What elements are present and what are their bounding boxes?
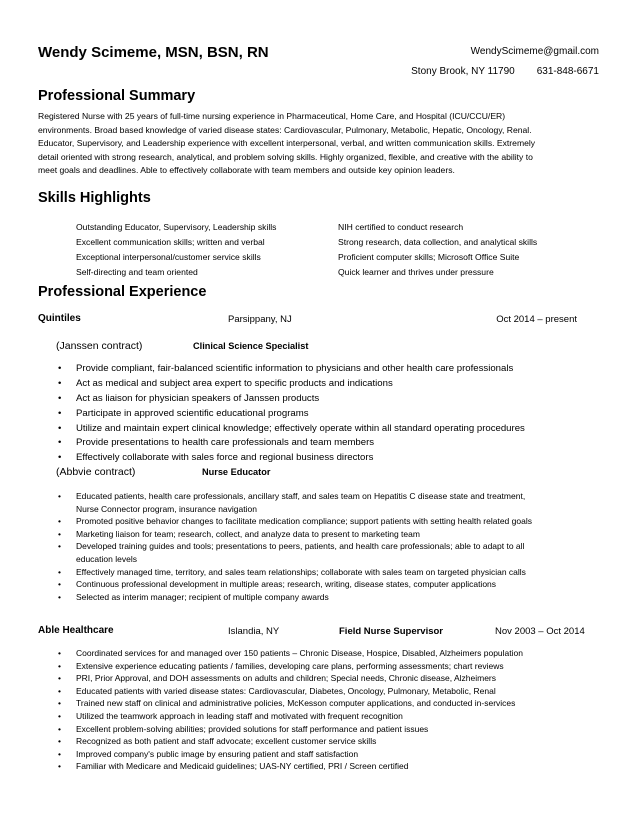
skills-row [76, 220, 596, 235]
list-item: • Provide presentations to health care professionals and team members [76, 436, 525, 451]
list-item: • Utilize and maintain expert clinical knowledge; effectively operate within all standard operating procedures [76, 422, 525, 437]
email-address: WendyScimeme@gmail.com [470, 46, 599, 57]
list-item: • Recognized as both patient and staff advocate; excellent customer service skills [58, 736, 377, 747]
bullet-icon: • [58, 491, 61, 501]
bullet-icon: • [58, 392, 62, 404]
job-title: Clinical Science Specialist [193, 341, 309, 351]
candidate-name: Wendy Scimeme, MSN, BSN, RN [38, 44, 269, 61]
janssen-duties-list [58, 362, 525, 466]
list-item: • Educated patients, health care professionals, ancillary staff, and sales team on Hepatitis C disease state and treatment, Nurse Connector program, insurance navigation [58, 491, 526, 514]
bullet-icon: • [58, 761, 61, 772]
skill-item: Exceptional interpersonal/customer service skills [76, 252, 261, 262]
list-item: • Familiar with Medicare and Medicaid guidelines; UAS-NY certified, PRI / Screen certified [58, 761, 409, 772]
bullet-icon: • [58, 437, 62, 449]
summary-heading: Professional Summary [38, 88, 196, 104]
list-item: • Continuous professional development in multiple areas; research, writing, disease states, computer applications [58, 579, 497, 590]
list-item: • Educated patients with varied disease states: Cardiovascular, Diabetes, Oncology, Pulmonary, Metabolic, Renal [58, 685, 496, 696]
bullet-icon: • [58, 591, 61, 602]
bullet-icon: • [58, 516, 61, 527]
list-item: • Participate in approved scientific educational programs [76, 407, 525, 422]
bullet-icon: • [58, 566, 61, 577]
bullet-icon: • [58, 723, 61, 734]
bullet-icon: • [58, 452, 62, 464]
bullet-icon: • [58, 541, 61, 552]
bullet-icon: • [58, 407, 62, 419]
skills-row [76, 250, 596, 265]
bullet-icon: • [58, 660, 61, 671]
bullet-icon: • [58, 528, 61, 539]
list-item: • Selected as interim manager; recipient of multiple company awards [58, 591, 329, 602]
job-title: Field Nurse Supervisor [339, 626, 444, 637]
able-duties-list [58, 647, 523, 773]
skills-row [76, 235, 596, 250]
contract-label: (Janssen contract) [56, 340, 143, 352]
list-item: • Effectively managed time, territory, and sales team relationships; collaborate with sales team on targeted physician calls [58, 566, 526, 577]
bullet-icon: • [58, 579, 61, 590]
company-location: Islandia, NY [228, 626, 280, 637]
job-title: Nurse Educator [202, 467, 271, 477]
bullet-icon: • [58, 685, 61, 696]
list-item: • Act as liaison for physician speakers of Janssen products [76, 392, 525, 407]
skill-item: Quick learner and thrives under pressure [338, 267, 494, 277]
bullet-icon: • [58, 698, 61, 709]
skill-item: Proficient computer skills; Microsoft Office Suite [338, 252, 520, 262]
list-item: • Excellent problem-solving abilities; provided solutions for staff performance and patient issues [58, 723, 429, 734]
list-item: • Developed training guides and tools; presentations to peers, patients, and health care professionals; able to adapt to all education levels [58, 541, 525, 564]
skill-item: Outstanding Educator, Supervisory, Leadership skills [76, 222, 277, 232]
bullet-icon: • [58, 422, 62, 434]
list-item: • Improved company's public image by ensuring patient and staff satisfaction [58, 748, 359, 759]
skill-item: Strong research, data collection, and analytical skills [338, 237, 538, 247]
employment-dates: Nov 2003 – Oct 2014 [495, 626, 585, 637]
summary-line: environments. Broad based knowledge of varied disease states: Cardiovascular, Pulmonary, Metabolic, Hepatic, Oncology, Renal. [38, 124, 532, 135]
list-item: • Coordinated services for and managed over 150 patients – Chronic Disease, Hospice, Disabled, Alzheimers population [58, 648, 523, 658]
list-item: • Extensive experience educating patients / families, developing care plans, performing assessments; chart reviews [58, 660, 504, 671]
summary-line: Registered Nurse with 25 years of full-time nursing experience in Pharmaceutical, Home Care, and Hospital (ICU/CCU/ER) [38, 111, 506, 121]
phone-number: 631-848-6671 [536, 66, 599, 77]
list-item: • PRI, Prior Approval, and DOH assessments on adults and children; Special needs, Chronic disease, Alzheimers [58, 673, 497, 684]
bullet-icon: • [58, 710, 61, 721]
summary-paragraph [38, 110, 598, 178]
location: Stony Brook, NY 11790 [411, 66, 515, 77]
summary-line: detail oriented with strong research, analytical, and problem solving skills. Highly organized, flexible, and creative with the ability to [38, 151, 533, 162]
bullet-icon: • [58, 377, 62, 389]
employment-dates: Oct 2014 – present [496, 314, 577, 325]
list-item: • Act as medical and subject area expert to specific products and indications [76, 377, 525, 392]
bullet-icon: • [58, 736, 61, 747]
summary-line: meet goals and deadlines. Able to effectively collaborate with team members and outside key opinion leaders. [38, 165, 455, 176]
skill-item: Self-directing and team oriented [76, 267, 198, 277]
skills-list [76, 220, 596, 280]
contact-line [411, 66, 599, 77]
company-name: Able Healthcare [38, 625, 114, 636]
experience-heading: Professional Experience [38, 284, 207, 300]
list-item: • Effectively collaborate with sales force and regional business directors [76, 451, 525, 466]
skills-row [76, 265, 596, 280]
abbvie-duties-list [58, 490, 532, 603]
list-item: • Utilized the teamwork approach in leading staff and motivated with frequent recognition [58, 710, 403, 721]
summary-line: Educator, Supervisory, and Leadership experience with excellent interpersonal, verbal, and written communication skills. Extremely [38, 138, 536, 149]
list-item: • Provide compliant, fair-balanced scientific information to physicians and other health care professionals [76, 362, 525, 377]
skill-item: NIH certified to conduct research [338, 222, 464, 232]
company-location: Parsippany, NJ [228, 314, 292, 325]
bullet-icon: • [58, 363, 62, 374]
bullet-icon: • [58, 748, 61, 759]
company-name: Quintiles [38, 313, 81, 324]
skill-item: Excellent communication skills; written and verbal [76, 237, 265, 247]
list-item: • Promoted positive behavior changes to facilitate medication compliance; support patients with setting health related goals [58, 516, 532, 527]
list-item: • Trained new staff on clinical and administrative policies, McKesson computer applications, and conducted in-services [58, 698, 516, 709]
contract-label: (Abbvie contract) [56, 466, 136, 478]
skills-heading: Skills Highlights [38, 190, 151, 206]
list-item: • Marketing liaison for team; research, collect, and analyze data to present to marketing team [58, 528, 420, 539]
bullet-icon: • [58, 673, 61, 684]
bullet-icon: • [58, 648, 61, 658]
